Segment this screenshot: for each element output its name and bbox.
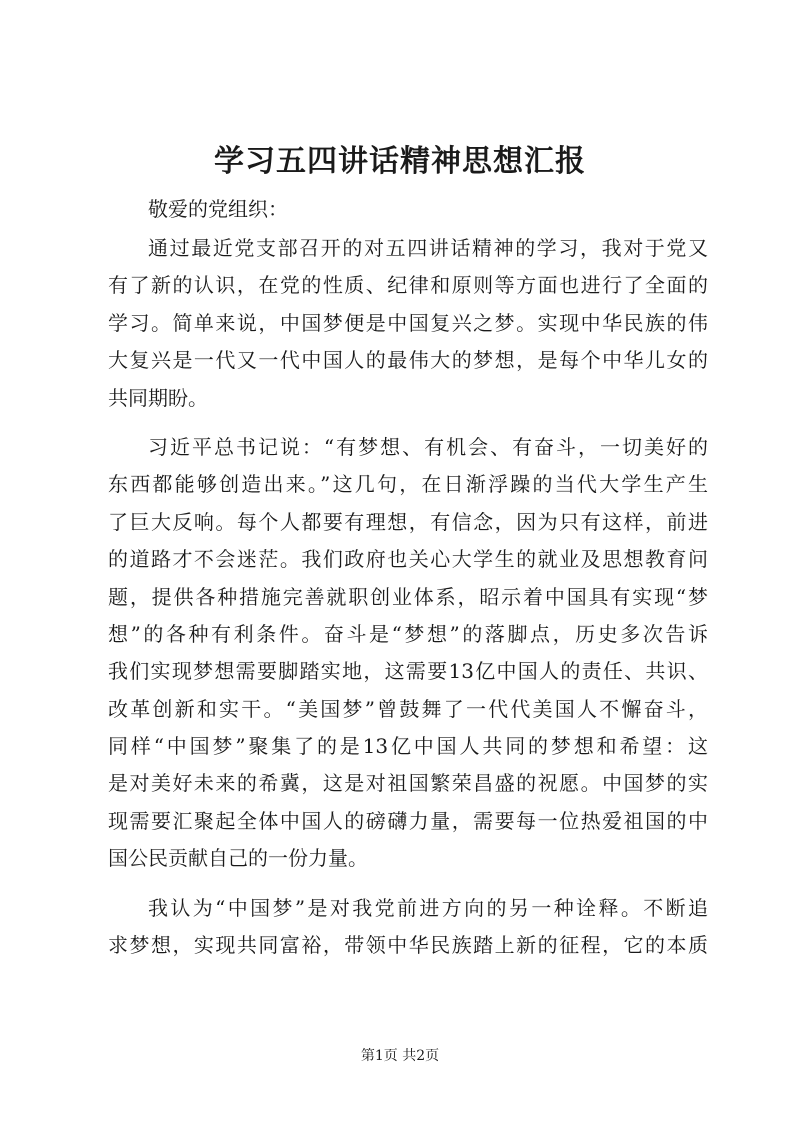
paragraph-1-line-1: 通过最近党支部召开的对五四讲话精神的学习，我对于党又 bbox=[148, 236, 708, 260]
paragraph-2-line-7: 我们实现梦想需要脚踏实地，这需要13亿中国人的责任、共识、 bbox=[108, 659, 708, 684]
paragraph-2-line-9: 同样“中国梦”聚集了的是13亿中国人共同的梦想和希望：这 bbox=[108, 734, 708, 759]
paragraph-2-line-5: 题，提供各种措施完善就职创业体系，昭示着中国具有实现“梦 bbox=[108, 584, 708, 609]
document-body bbox=[108, 230, 708, 964]
paragraph-3-line-1: 我认为“中国梦”是对我党前进方向的另一种诠释。不断追 bbox=[148, 895, 708, 920]
paragraph-1-line-4: 大复兴是一代又一代中国人的最伟大的梦想，是每个中华儿女的 bbox=[108, 348, 708, 373]
paragraph-3-line-2: 求梦想，实现共同富裕，带领中华民族踏上新的征程，它的本质 bbox=[108, 933, 708, 958]
paragraph-2-line-6: 想”的各种有利条件。奋斗是“梦想”的落脚点，历史多次告诉 bbox=[108, 621, 708, 646]
salutation: 敬爱的党组织： bbox=[148, 197, 288, 221]
paragraph-1-line-2: 有了新的认识，在党的性质、纪律和原则等方面也进行了全面的 bbox=[108, 273, 708, 298]
page-footer: 第1页 共2页 bbox=[360, 1048, 440, 1064]
paragraph-2-line-10: 是对美好未来的希冀，这是对祖国繁荣昌盛的祝愿。中国梦的实 bbox=[108, 771, 708, 796]
paragraph-2-line-3: 了巨大反响。每个人都要有理想，有信念，因为只有这样，前进 bbox=[108, 509, 708, 534]
paragraph-2-line-4: 的道路才不会迷茫。我们政府也关心大学生的就业及思想教育问 bbox=[108, 547, 708, 572]
paragraph-2-line-12: 国公民贡献自己的一份力量。 bbox=[108, 846, 368, 871]
paragraph-2-line-2: 东西都能够创造出来。”这几句，在日渐浮躁的当代大学生产生 bbox=[108, 472, 708, 497]
paragraph-1-line-5: 共同期盼。 bbox=[108, 385, 208, 410]
paragraph-1-line-3: 学习。简单来说，中国梦便是中国复兴之梦。实现中华民族的伟 bbox=[108, 310, 708, 335]
document-title: 学习五四讲话精神思想汇报 bbox=[214, 144, 586, 179]
paragraph-2-line-11: 现需要汇聚起全体中国人的磅礴力量，需要每一位热爱祖国的中 bbox=[108, 808, 708, 833]
paragraph-2-line-1: 习近平总书记说：“有梦想、有机会、有奋斗，一切美好的 bbox=[148, 434, 708, 459]
paragraph-2-line-8: 改革创新和实干。“美国梦”曾鼓舞了一代代美国人不懈奋斗， bbox=[108, 696, 708, 721]
